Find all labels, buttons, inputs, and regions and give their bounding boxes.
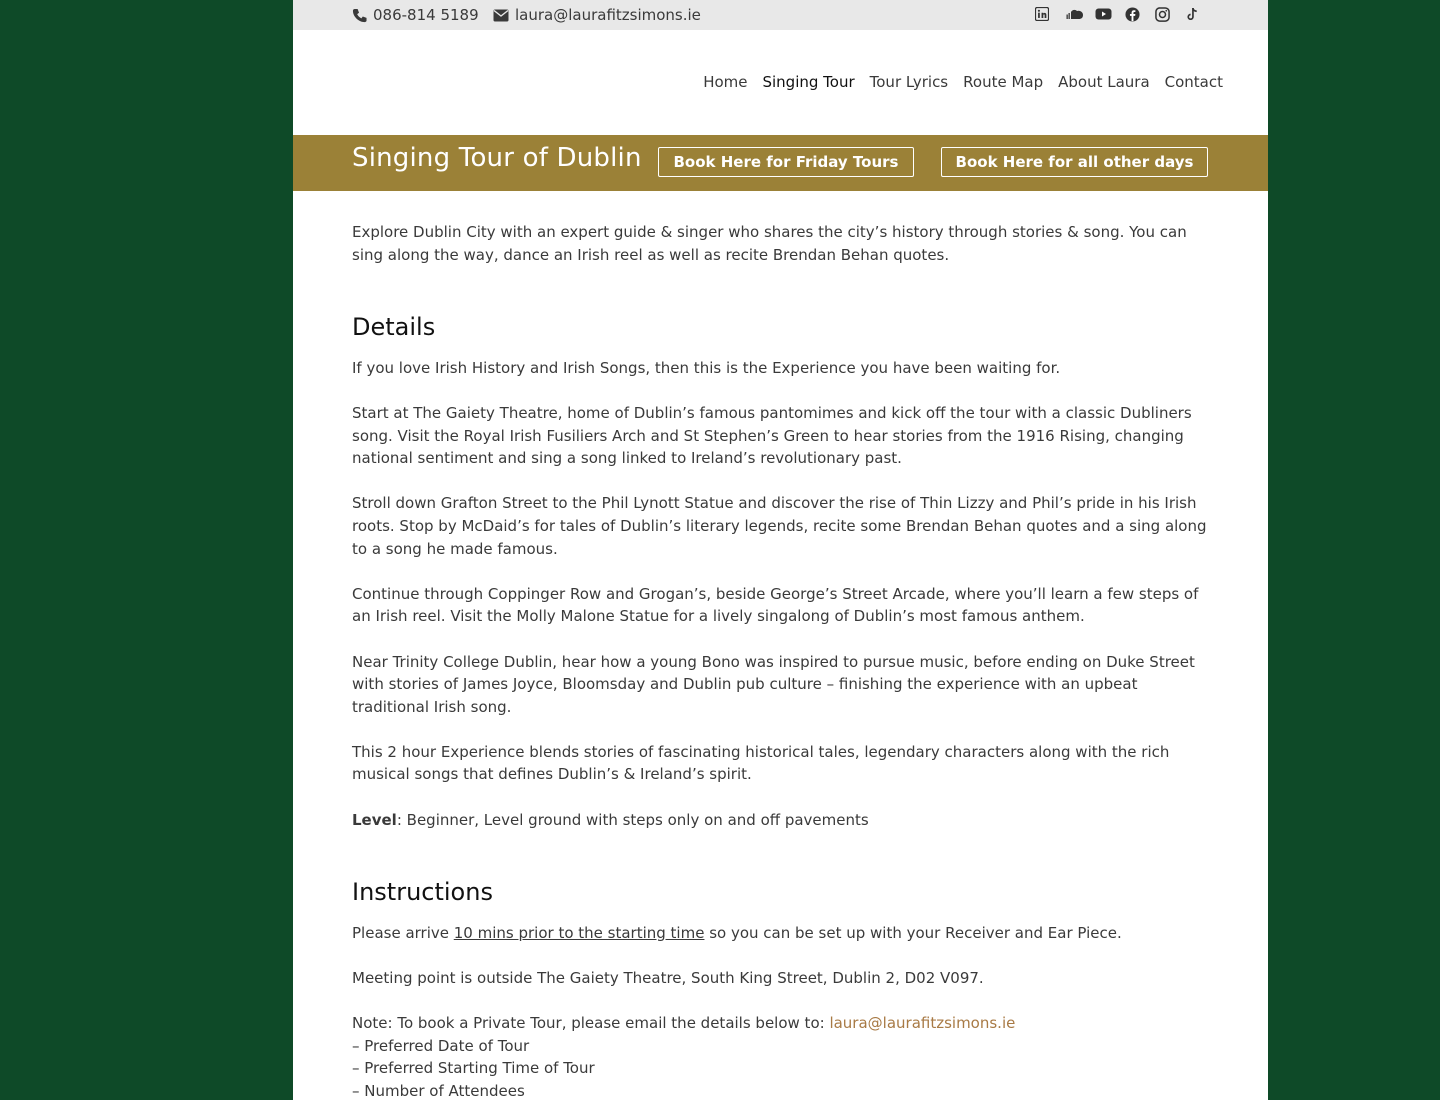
details-paragraph: Continue through Coppinger Row and Grogan’s, beside George’s Street Arcade, where you’ll learn a few steps of an Irish reel. Visit the Molly Malone Statue for a lively singalong of Dublin’s most famous anthem. [352, 584, 1199, 626]
arrive-text-end: so you can be set up with your Receiver and Ear Piece. [704, 923, 1122, 942]
nav-item-contact[interactable]: Contact [1164, 73, 1223, 91]
details-paragraph: Stroll down Grafton Street to the Phil Lynott Statue and discover the rise of Thin Lizzy and Phil’s pride in his Irish roots. Stop by McDaid’s for tales of Dublin’s literary legends, recite some Brendan Behan quotes and a sing along to a song he made famous. [352, 494, 1207, 558]
details-paragraph: If you love Irish History and Irish Songs, then this is the Experience you have been waiting for. [352, 358, 1061, 377]
nav-item-singing-tour[interactable]: Singing Tour [762, 73, 855, 91]
tiktok-icon[interactable] [1185, 7, 1201, 23]
level-line [352, 809, 1207, 832]
book-other-days-button[interactable]: Book Here for all other days [941, 147, 1208, 177]
email-link[interactable]: laura@laurafitzsimons.ie [829, 1014, 1016, 1033]
email-contact[interactable] [493, 6, 701, 24]
nav-item-tour-lyrics[interactable]: Tour Lyrics [869, 73, 949, 91]
arrive-emphasis: 10 mins prior to the starting time [453, 923, 705, 942]
details-paragraph: Near Trinity College Dublin, hear how a young Bono was inspired to pursue music, before ending on Duke Street with stories of James Joyce, Bloomsday and Dublin pub culture – finishing the experience with an upbeat traditional Irish song. [352, 652, 1195, 716]
page-container [293, 0, 1268, 1100]
instagram-icon[interactable] [1155, 7, 1171, 23]
list-item: – Number of Attendees [352, 1082, 525, 1100]
details-paragraph: Start at The Gaiety Theatre, home of Dublin’s famous pantomimes and kick off the tour with a classic Dubliners song. Visit the Royal Irish Fusiliers Arch and St Stephen’s Green to hear stories from the 1916 Rising, changing national sentiment and sing a song linked to Ireland’s revolutionary past. [352, 403, 1192, 468]
nav-item-route-map[interactable]: Route Map [963, 73, 1044, 91]
meeting-point: Meeting point is outside The Gaiety Theatre, South King Street, Dublin 2, D02 V097. [352, 969, 984, 988]
phone-number: 086-814 5189 [373, 6, 479, 24]
main-content [352, 221, 1207, 1100]
main-nav [703, 73, 1223, 91]
nav-item-home[interactable]: Home [703, 73, 748, 91]
top-bar [293, 0, 1268, 30]
email-address: laura@laurafitzsimons.ie [515, 6, 701, 24]
list-item: – Preferred Starting Time of Tour [352, 1059, 595, 1078]
level-text: : Beginner, Level ground with steps only on and off pavements [396, 810, 869, 829]
book-friday-button[interactable]: Book Here for Friday Tours [658, 147, 914, 177]
social-links [1035, 7, 1201, 23]
soundcloud-icon[interactable] [1065, 7, 1081, 23]
details-paragraph: This 2 hour Experience blends stories of fascinating historical tales, legendary characters along with the rich musical songs that defines Dublin’s & Ireland’s spirit. [352, 742, 1170, 784]
facebook-icon[interactable] [1125, 7, 1141, 23]
phone-icon [352, 8, 367, 23]
envelope-icon [493, 9, 509, 22]
arrive-line [352, 922, 1207, 945]
youtube-icon[interactable] [1095, 7, 1111, 23]
private-tour-note [352, 1012, 1207, 1035]
note-text: Note: To book a Private Tour, please email the details below to: [352, 1014, 830, 1033]
list-item: – Preferred Date of Tour [352, 1036, 530, 1055]
page-title: Singing Tour of Dublin [352, 143, 642, 173]
linkedin-icon[interactable] [1035, 7, 1051, 23]
intro-paragraph: Explore Dublin City with an expert guide & singer who shares the city’s history through stories & song. You can sing along the way, dance an Irish reel as well as recite Brendan Behan quotes. [352, 223, 1187, 264]
nav-item-about-laura[interactable]: About Laura [1058, 73, 1150, 91]
site-header [293, 30, 1268, 135]
details-heading: Details [352, 313, 436, 342]
instructions-heading: Instructions [352, 878, 493, 907]
page-banner [293, 135, 1268, 191]
level-label: Level [352, 810, 397, 829]
arrive-text: Please arrive [352, 923, 454, 942]
phone-contact[interactable] [352, 6, 479, 24]
